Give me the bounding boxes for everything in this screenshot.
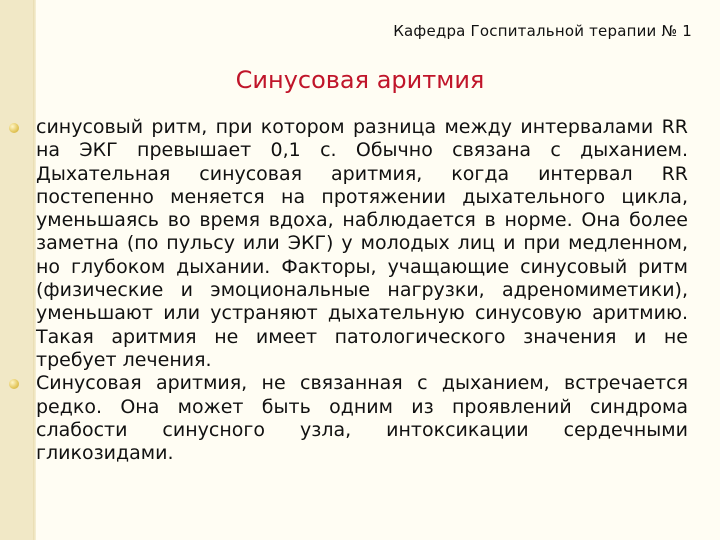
slide-title: Синусовая аритмия — [235, 66, 485, 94]
bullet-item — [36, 116, 688, 372]
bullet-text: синусовый ритм, при котором разница между интервалами RR на ЭКГ превышает 0,1 с. Обычно связана с дыханием. Дыхательная синусовая аритмия, когда интервал RR постепенно меняется на протяжении дыхательного цикла, уменьшаясь во время вдоха, наблюдается в норме. Она более заметна (по пульсу или ЭКГ) у молодых лиц и при медленном, но глубоком дыхании. Факторы, учащающие синусовый ритм (физические и эмоциональные нагрузки, адреномиметики), уменьшают или устраняют дыхательную синусовую аритмию. Такая аритмия не имеет патологического значения и не требует лечения. — [36, 116, 688, 371]
bullet-text: Синусовая аритмия, не связанная с дыханием, встречается редко. Она может быть одним из проявлений синдрома слабости синусного узла, интоксикации сердечными гликозидами. — [36, 372, 688, 465]
bullet-item — [36, 372, 688, 465]
department-header: Кафедра Госпитальной терапии № 1 — [393, 22, 692, 40]
bullet-icon — [9, 123, 19, 133]
slide-body — [36, 116, 688, 465]
